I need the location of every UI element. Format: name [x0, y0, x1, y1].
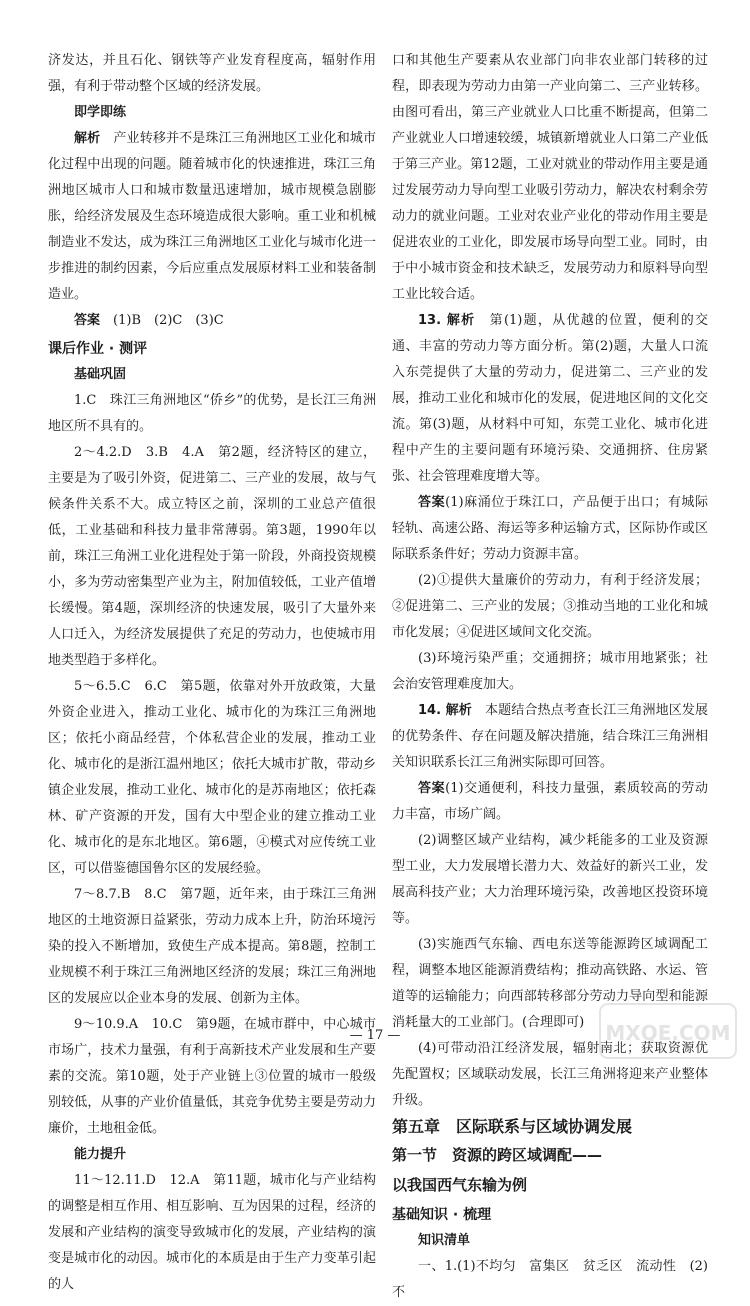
question-14: [392, 698, 708, 776]
page-number: — 17 —: [349, 1028, 401, 1043]
question-13: [392, 308, 708, 490]
left-column: [48, 48, 376, 1298]
paragraph: 口和其他生产要素从农业部门向非农业部门转移的过程，即表现为劳动力由第一产业向第二、三产业转移。由图可看出，第三产业就业人口比重不断提高，但第二产业就业人口增速较缓，城镇新增就业人口第二产业低于第三产业。第12题，工业对就业的带动作用主要是通过发展劳动力导向型工业吸引劳动力，解决农村剩余劳动力的就业问题。工业对农业产业化的带动作用主要是促进农业的工业化，即发展市场导向型工业。同时，由于中小城市资金和技术缺乏，发展劳动力和原料导向型工业比较合适。: [392, 53, 708, 302]
label: 解析: [74, 131, 101, 146]
label: 答案: [418, 495, 446, 510]
text: (1)麻涌位于珠江口，产品便于出口；有城际轻轨、高速公路、海运等多种运输方式，区际协作或区际联系条件好；劳动力资源丰富。: [392, 495, 708, 562]
label: 答案: [418, 781, 446, 796]
question-7-8: 7～8.7.B 8.C 第7题，近年来，由于珠江三角洲地区的土地资源日益紧张，劳动力成本上升，防治环境污染的投入不断增加，致使生产成本提高。第8题，控制工业规模不利于珠江三角洲地区经济的发展；珠江三角洲地区的发展应以企业本身的发展、创新为主体。: [48, 887, 376, 1006]
answer-14-2: (2)调整区域产业结构，减少耗能多的工业及资源型工业，大力发展增长潜力大、效益好的新兴工业，发展高科技产业；大力治理环境污染，改善地区投资环境等。: [392, 833, 708, 926]
watermark-text: MXQE.COM: [605, 1021, 731, 1045]
answer-13-1: [392, 490, 708, 568]
section-title: [392, 1140, 708, 1200]
answer-line: [48, 308, 376, 334]
question-9-10: 9～10.9.A 10.C 第9题，在城市群中，中心城市市场广，技术力量强，有利于高新技术产业发展和生产要素的交流。第10题，处于产业链上③位置的城市一般级别较低，从事的产业价值量低，其竞争优势主要是劳动力廉价，土地租金低。: [48, 1017, 376, 1136]
paragraph: [48, 126, 376, 308]
answer-14-4: (4)可带动沿江经济发展，辐射南北；获取资源优先配置权；区域联动发展，长江三角洲将迎来产业整体升级。: [392, 1041, 708, 1108]
answer-13-3: (3)环境污染严重；交通拥挤；城市用地紧张；社会治安管理难度加大。: [392, 651, 708, 692]
label: 13. 解析: [418, 313, 476, 328]
list-item: 一、1.(1)不均匀 富集区 贫乏区 流动性 (2)不: [392, 1259, 708, 1300]
text: (1)B (2)C (3)C: [113, 313, 224, 328]
answer-13-2: (2)①提供大量廉价的劳动力，有利于经济发展；②促进第二、三产业的发展；③推动当地的工业化和城市化发展；④促进区域间文化交流。: [392, 573, 708, 640]
question-1: 1.C 珠江三角洲地区“侨乡”的优势，是长江三角洲地区所不具有的。: [48, 393, 376, 434]
section-heading-jichu: 基础知识 · 梳理: [392, 1207, 492, 1223]
question-11-12: 11～12.11.D 12.A 第11题，城市化与产业结构的调整是相互作用、相互影响、互为因果的过程，经济的发展和产业结构的演变导致城市化的发展，产业结构的演变是城市化的动因。城市化的本质是由于生产力变革引起的人: [48, 1173, 376, 1292]
text: 产业转移并不是珠江三角洲地区工业化和城市化过程中出现的问题。随着城市化的快速推进，珠江三角洲地区城市人口和城市数量迅速增加，城市规模急剧膨胀，给经济发展及生态环境造成很大影响。重工业和机械制造业不发达，成为珠江三角洲地区工业化与城市化进一步推进的制约因素，今后应重点发展原材料工业和装备制造业。: [48, 131, 376, 302]
chapter-title: 第五章 区际联系与区域协调发展: [392, 1117, 633, 1136]
text: 第(1)题，从优越的位置，便利的交通、丰富的劳动力等方面分析。第(2)题，大量人口流入东莞提供了大量的劳动力，促进第二、三产业的发展，推动工业化和城市化的发展，促进地区间的文化交流。第(3)题，从材料中可知，东莞工业化、城市化进程中产生的主要问题有环境污染、交通拥挤、住房紧张、社会管理难度增大等。: [392, 313, 708, 484]
subheading-qingdan: 知识清单: [418, 1233, 471, 1248]
question-2-4: 2～4.2.D 3.B 4.A 第2题，经济特区的建立，主要是为了吸引外资，促进第二、三产业的发展，故与气候条件关系不大。成立特区之前，深圳的工业总产值很低，工业基础和科技力量非常薄弱。第3题，1990年以前，珠江三角洲工业化进程处于第一阶段，外商投资规模小，多为劳动密集型产业为主，附加值较低，工业产值增长缓慢。第4题，深圳经济的快速发展，吸引了大量外来人口迁入，为经济发展提供了充足的劳动力，也使城市用地类型趋于多样化。: [48, 445, 376, 668]
text: 本题结合热点考查长江三角洲地区发展的优势条件、存在问题及解决措施，结合珠江三角洲相关知识联系长江三角洲实际即可回答。: [392, 703, 708, 770]
label: 答案: [74, 313, 101, 328]
text: (1)交通便利，科技力量强，素质较高的劳动力丰富，市场广阔。: [392, 781, 708, 822]
right-column: [392, 48, 708, 1306]
subheading-nengli: 能力提升: [74, 1147, 127, 1162]
subheading-jixue: 即学即练: [74, 105, 127, 120]
paragraph: 济发达，并且石化、钢铁等产业发育程度高，辐射作用强，有利于带动整个区域的经济发展。: [48, 53, 376, 94]
subheading-jichu: 基础巩固: [74, 367, 127, 382]
answer-14-3: (3)实施西气东输、西电东送等能源跨区域调配工程，调整本地区能源消费结构；推动高铁路、水运、管道等的运输能力；向西部转移部分劳动力导向型和能源消耗量大的工业部门。(合理即可): [392, 937, 708, 1030]
section-title-line-1: 第一节 资源的跨区域调配——: [392, 1146, 603, 1164]
answer-14-1: [392, 776, 708, 828]
label: 14. 解析: [418, 703, 472, 718]
section-title-line-2: 以我国西气东输为例: [392, 1176, 528, 1194]
section-heading-kehou: 课后作业 · 测评: [48, 341, 148, 357]
question-5-6: 5～6.5.C 6.C 第5题，依靠对外开放政策，大量外资企业进入，推动工业化、城市化的为珠江三角洲地区；依托小商品经营，个体私营企业的发展，推动工业化、城市化的是浙江温州地区；依托大城市扩散，带动乡镇企业发展，推动工业化、城市化的是苏南地区；依托森林、矿产资源的开发，国有大中型企业的建立推动工业化、城市化的是东北地区。第6题，④模式对应传统工业区，可以借鉴德国鲁尔区的发展经验。: [48, 679, 376, 876]
watermark-logo: [598, 1000, 738, 1062]
